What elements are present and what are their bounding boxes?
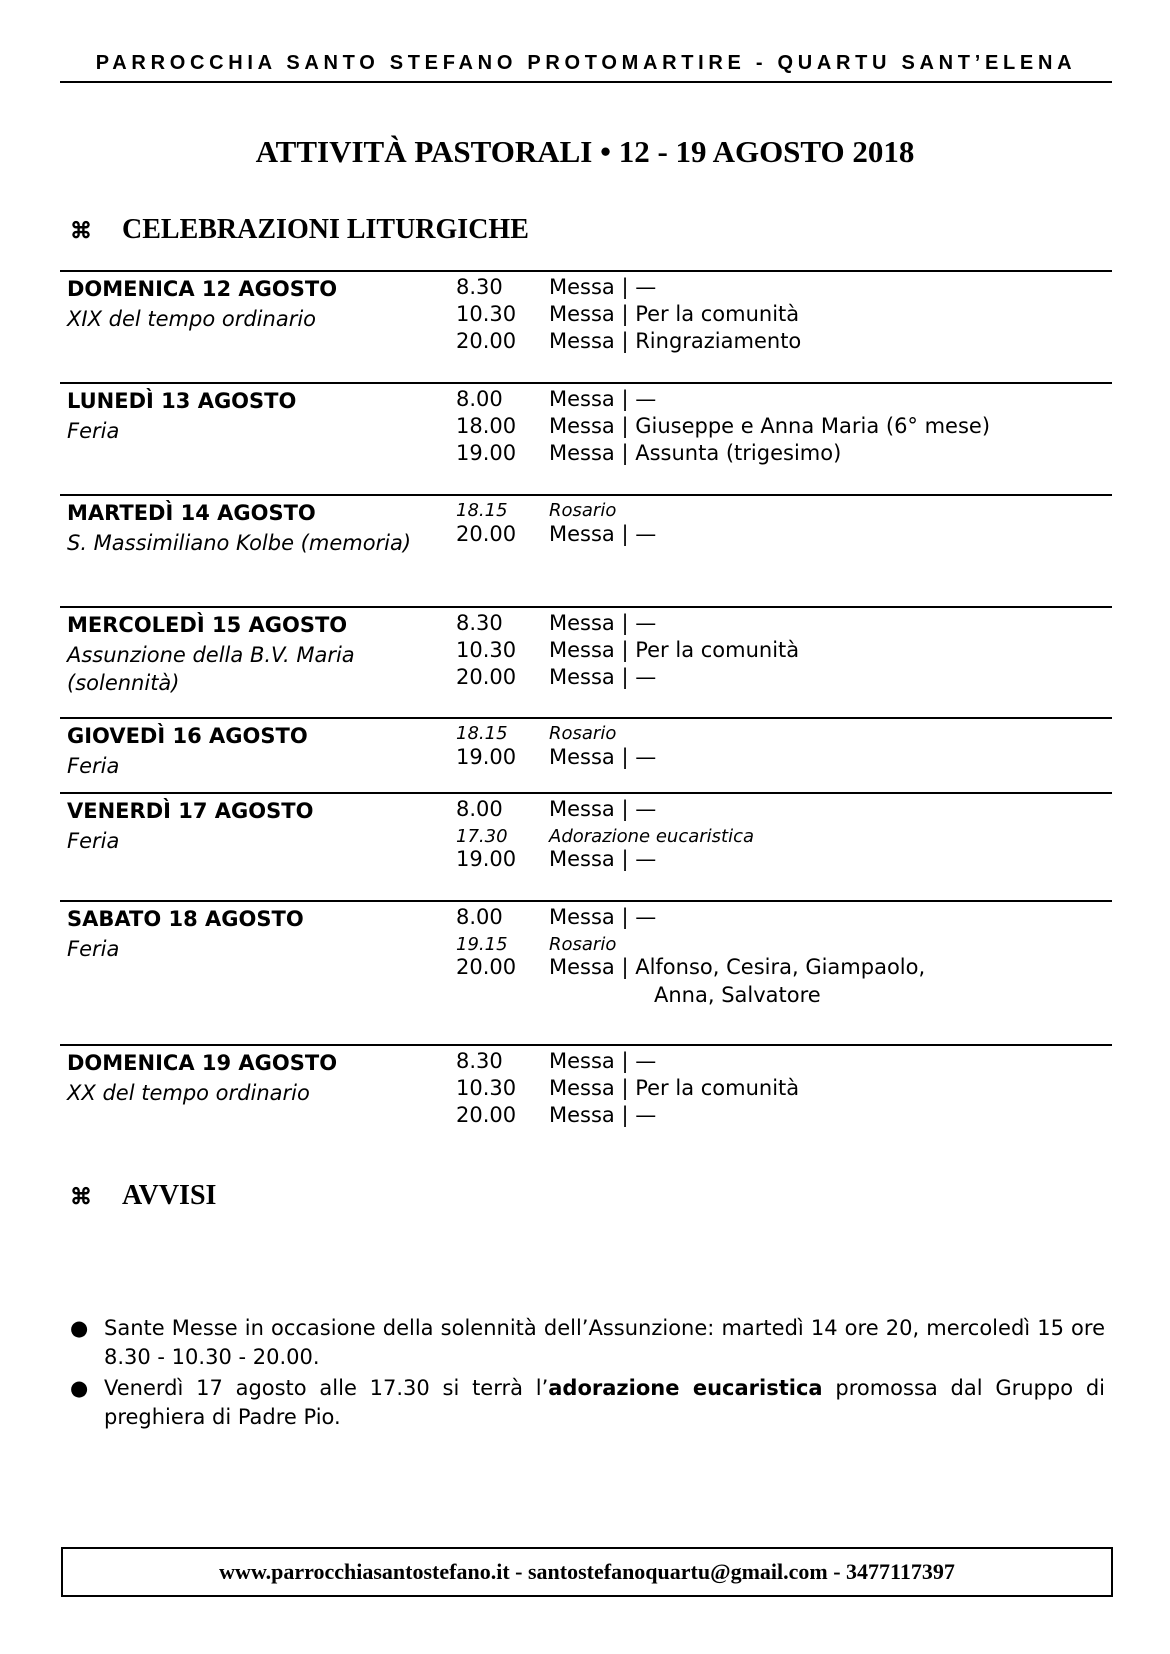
- event-description: Messa | —: [549, 745, 657, 769]
- event-description: Messa | —: [549, 797, 657, 821]
- day-name: MERCOLEDÌ 15 AGOSTO: [67, 613, 348, 637]
- event-description: Rosario: [549, 934, 617, 955]
- event-description: Messa | Per la comunità: [549, 638, 800, 662]
- notice-text: Sante Messe in occasione della solennità dell’Assunzione: martedì 14 ore 20, mercoledì 15 ore 8.30 - 10.30 - 20.00.: [104, 1316, 1105, 1369]
- day-block: [60, 792, 1112, 871]
- event-row: [60, 522, 1112, 550]
- contact-footer: www.parrocchiasantostefano.it - santostefanoquartu@gmail.com - 3477117397: [61, 1547, 1113, 1597]
- event-description: Messa | Ringraziamento: [549, 329, 802, 353]
- day-name: LUNEDÌ 13 AGOSTO: [67, 389, 297, 413]
- event-description: Messa | —: [549, 847, 657, 871]
- event-row: [60, 1103, 1112, 1131]
- notice-text-bold: adorazione eucaristica: [548, 1376, 823, 1400]
- event-time: 18.00: [456, 414, 517, 438]
- day-block: [60, 494, 1112, 555]
- day-liturgy: Feria: [67, 937, 120, 961]
- event-description: Messa | Per la comunità: [549, 302, 800, 326]
- day-name: VENERDÌ 17 AGOSTO: [67, 799, 314, 823]
- event-description: Messa | —: [549, 1049, 657, 1073]
- day-name: SABATO 18 AGOSTO: [67, 907, 304, 931]
- event-description: Messa | Giuseppe e Anna Maria (6° mese): [549, 414, 991, 438]
- parish-header: PARROCCHIA SANTO STEFANO PROTOMARTIRE - QUARTU SANT’ELENA: [60, 52, 1112, 83]
- event-description: Rosario: [549, 723, 617, 744]
- event-row: [60, 414, 1112, 442]
- day-name: DOMENICA 19 AGOSTO: [67, 1051, 338, 1075]
- event-row: [60, 1049, 1112, 1077]
- day-block: [60, 1044, 1112, 1127]
- event-description: Messa | Per la comunità: [549, 1076, 800, 1100]
- event-time: 18.15: [456, 500, 508, 521]
- event-description: Messa | Alfonso, Cesira, Giampaolo,: [549, 955, 926, 979]
- day-liturgy: XIX del tempo ordinario: [67, 307, 317, 331]
- star-bullet-icon: ⌘: [70, 1184, 92, 1209]
- event-row: [60, 1076, 1112, 1104]
- section-celebrations: [70, 214, 529, 246]
- day-name: DOMENICA 12 AGOSTO: [67, 277, 338, 301]
- notice-text-end: promossa dal Gruppo di preghiera di Padre Pio.: [104, 1376, 1105, 1429]
- event-description: Messa | —: [549, 275, 657, 299]
- event-time: 20.00: [456, 665, 517, 689]
- day-liturgy: Assunzione della B.V. Maria (solennità): [67, 643, 355, 695]
- section-title: CELEBRAZIONI LITURGICHE: [122, 214, 529, 245]
- bullet-icon: ●: [70, 1376, 89, 1400]
- section-notices: [70, 1180, 216, 1212]
- event-time: 20.00: [456, 522, 517, 546]
- section-title: AVVISI: [122, 1180, 217, 1211]
- event-time: 20.00: [456, 329, 517, 353]
- event-time: 19.00: [456, 847, 517, 871]
- event-time: 10.30: [456, 1076, 517, 1100]
- event-time: 10.30: [456, 638, 517, 662]
- event-time: 19.00: [456, 441, 517, 465]
- day-block: [60, 606, 1112, 695]
- day-block: [60, 382, 1112, 465]
- event-row: [60, 275, 1112, 303]
- event-time: 8.30: [456, 611, 503, 635]
- notice-item: [70, 1314, 1105, 1372]
- notice-text-start: Venerdì 17 agosto alle 17.30 si terrà l’: [104, 1376, 549, 1400]
- event-description: Messa | —: [549, 905, 657, 929]
- event-row: [60, 302, 1112, 330]
- event-row: [60, 611, 1112, 639]
- day-block: [60, 717, 1112, 778]
- event-time: 8.00: [456, 387, 503, 411]
- event-description: Rosario: [549, 500, 617, 521]
- event-description: Messa | —: [549, 1103, 657, 1127]
- event-time: 19.15: [456, 934, 508, 955]
- event-description: Messa | —: [549, 611, 657, 635]
- event-row: [60, 847, 1112, 875]
- event-description: Messa | Assunta (trigesimo): [549, 441, 842, 465]
- page-title: ATTIVITÀ PASTORALI • 12 - 19 AGOSTO 2018: [255, 134, 915, 169]
- event-row: [60, 638, 1112, 666]
- event-time: 10.30: [456, 302, 517, 326]
- notice-item: [70, 1374, 1105, 1432]
- day-liturgy: Feria: [67, 829, 120, 853]
- event-description: Adorazione eucaristica: [549, 826, 755, 847]
- day-liturgy: S. Massimiliano Kolbe (memoria): [67, 531, 412, 555]
- event-time: 17.30: [456, 826, 508, 847]
- event-row: [60, 329, 1112, 357]
- event-time: 8.30: [456, 275, 503, 299]
- bullet-icon: ●: [70, 1316, 89, 1340]
- event-row: [60, 745, 1112, 773]
- day-block: [60, 900, 1112, 1007]
- event-time: 8.00: [456, 797, 503, 821]
- event-time: 19.00: [456, 745, 517, 769]
- event-row: [60, 905, 1112, 933]
- day-name: GIOVEDÌ 16 AGOSTO: [67, 724, 308, 748]
- day-liturgy: XX del tempo ordinario: [67, 1081, 310, 1105]
- event-description: Messa | —: [549, 387, 657, 411]
- day-name: MARTEDÌ 14 AGOSTO: [67, 501, 316, 525]
- notice-list: [70, 1314, 1105, 1434]
- day-liturgy: Feria: [67, 419, 120, 443]
- event-row: [60, 441, 1112, 469]
- event-time: 18.15: [456, 723, 508, 744]
- event-time: 20.00: [456, 955, 517, 979]
- day-block: [60, 270, 1112, 353]
- event-description: Messa | —: [549, 665, 657, 689]
- event-row: [60, 955, 1112, 1007]
- event-time: 20.00: [456, 1103, 517, 1127]
- day-liturgy: Feria: [67, 754, 120, 778]
- event-row: [60, 665, 1112, 693]
- event-row: [60, 797, 1112, 825]
- star-bullet-icon: ⌘: [70, 218, 92, 243]
- event-time: 8.30: [456, 1049, 503, 1073]
- event-time: 8.00: [456, 905, 503, 929]
- event-row: [60, 387, 1112, 415]
- event-description: Messa | —: [549, 522, 657, 546]
- event-description-continued: Anna, Salvatore: [654, 983, 821, 1007]
